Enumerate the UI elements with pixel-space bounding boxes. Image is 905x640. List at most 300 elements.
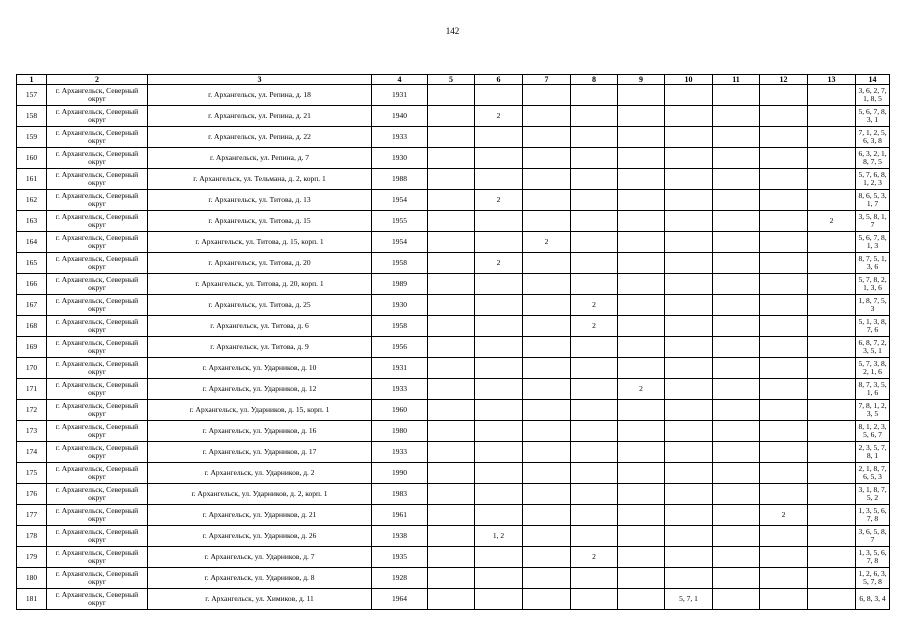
table-row xyxy=(17,589,890,610)
district-cell: г. Архангельск, Северный округ xyxy=(47,148,148,169)
column-9-cell xyxy=(618,127,665,148)
table-row xyxy=(17,463,890,484)
column-13-cell xyxy=(808,526,856,547)
address-cell: г. Архангельск, ул. Ударников, д. 10 xyxy=(148,358,372,379)
column-9-cell xyxy=(618,337,665,358)
column-6-cell xyxy=(475,316,523,337)
address-cell: г. Архангельск, ул. Ударников, д. 15, корп. 1 xyxy=(148,400,372,421)
column-5-cell xyxy=(428,253,475,274)
row-number-cell: 173 xyxy=(17,421,47,442)
table-row xyxy=(17,526,890,547)
row-number-cell: 167 xyxy=(17,295,47,316)
column-14-cell: 3, 6, 2, 7, 1, 8, 5 xyxy=(856,85,890,106)
column-14-cell: 1, 8, 7, 5, 3 xyxy=(856,295,890,316)
column-5-cell xyxy=(428,295,475,316)
column-14-cell: 7, 1, 2, 5, 6, 3, 8 xyxy=(856,127,890,148)
column-11-cell xyxy=(713,127,760,148)
column-13-cell xyxy=(808,463,856,484)
row-number-cell: 162 xyxy=(17,190,47,211)
column-9-cell xyxy=(618,442,665,463)
column-6-cell xyxy=(475,85,523,106)
column-12-cell xyxy=(760,274,808,295)
year-cell: 1933 xyxy=(372,127,428,148)
column-9-cell xyxy=(618,253,665,274)
column-7-cell xyxy=(523,442,571,463)
row-number-cell: 178 xyxy=(17,526,47,547)
column-13-cell xyxy=(808,400,856,421)
column-11-cell xyxy=(713,505,760,526)
column-9-cell xyxy=(618,316,665,337)
column-10-cell xyxy=(665,421,713,442)
column-13-cell xyxy=(808,190,856,211)
column-10-cell xyxy=(665,400,713,421)
column-header: 12 xyxy=(760,75,808,85)
column-12-cell xyxy=(760,358,808,379)
address-cell: г. Архангельск, ул. Титова, д. 20 xyxy=(148,253,372,274)
column-13-cell xyxy=(808,274,856,295)
column-11-cell xyxy=(713,358,760,379)
row-number-cell: 171 xyxy=(17,379,47,400)
column-8-cell xyxy=(571,127,618,148)
column-8-cell xyxy=(571,253,618,274)
district-cell: г. Архангельск, Северный округ xyxy=(47,316,148,337)
column-12-cell xyxy=(760,169,808,190)
district-cell: г. Архангельск, Северный округ xyxy=(47,568,148,589)
year-cell: 1956 xyxy=(372,337,428,358)
column-14-cell: 2, 3, 5, 7, 8, 1 xyxy=(856,442,890,463)
column-8-cell: 2 xyxy=(571,316,618,337)
column-7-cell xyxy=(523,295,571,316)
column-8-cell: 2 xyxy=(571,295,618,316)
address-cell: г. Архангельск, ул. Титова, д. 15, корп. 1 xyxy=(148,232,372,253)
row-number-cell: 176 xyxy=(17,484,47,505)
column-5-cell xyxy=(428,106,475,127)
column-6-cell xyxy=(475,442,523,463)
column-10-cell xyxy=(665,484,713,505)
column-9-cell xyxy=(618,358,665,379)
column-13-cell xyxy=(808,568,856,589)
column-11-cell xyxy=(713,589,760,610)
address-cell: г. Архангельск, ул. Репина, д. 22 xyxy=(148,127,372,148)
column-8-cell xyxy=(571,589,618,610)
column-12-cell xyxy=(760,337,808,358)
column-12-cell xyxy=(760,526,808,547)
column-14-cell: 7, 8, 1, 2, 3, 5 xyxy=(856,400,890,421)
row-number-cell: 175 xyxy=(17,463,47,484)
column-header: 13 xyxy=(808,75,856,85)
column-14-cell: 1, 3, 5, 6, 7, 8 xyxy=(856,547,890,568)
column-6-cell xyxy=(475,589,523,610)
year-cell: 1928 xyxy=(372,568,428,589)
year-cell: 1933 xyxy=(372,379,428,400)
column-8-cell xyxy=(571,379,618,400)
column-13-cell xyxy=(808,505,856,526)
column-14-cell: 1, 3, 5, 6, 7, 8 xyxy=(856,505,890,526)
address-cell: г. Архангельск, ул. Репина, д. 21 xyxy=(148,106,372,127)
column-9-cell xyxy=(618,463,665,484)
row-number-cell: 174 xyxy=(17,442,47,463)
district-cell: г. Архангельск, Северный округ xyxy=(47,85,148,106)
column-5-cell xyxy=(428,379,475,400)
column-9-cell xyxy=(618,484,665,505)
address-cell: г. Архангельск, ул. Титова, д. 6 xyxy=(148,316,372,337)
column-7-cell xyxy=(523,190,571,211)
column-12-cell xyxy=(760,379,808,400)
year-cell: 1940 xyxy=(372,106,428,127)
district-cell: г. Архангельск, Северный округ xyxy=(47,295,148,316)
table-row xyxy=(17,547,890,568)
column-7-cell xyxy=(523,127,571,148)
column-6-cell: 2 xyxy=(475,190,523,211)
column-12-cell xyxy=(760,232,808,253)
column-8-cell xyxy=(571,232,618,253)
column-12-cell: 2 xyxy=(760,505,808,526)
district-cell: г. Архангельск, Северный округ xyxy=(47,505,148,526)
row-number-cell: 177 xyxy=(17,505,47,526)
address-cell: г. Архангельск, ул. Репина, д. 18 xyxy=(148,85,372,106)
column-7-cell xyxy=(523,85,571,106)
column-10-cell xyxy=(665,85,713,106)
row-number-cell: 181 xyxy=(17,589,47,610)
column-12-cell xyxy=(760,253,808,274)
column-6-cell xyxy=(475,358,523,379)
column-6-cell: 2 xyxy=(475,106,523,127)
column-11-cell xyxy=(713,148,760,169)
column-10-cell xyxy=(665,169,713,190)
table-row xyxy=(17,106,890,127)
address-cell: г. Архангельск, ул. Химиков, д. 11 xyxy=(148,589,372,610)
row-number-cell: 165 xyxy=(17,253,47,274)
district-cell: г. Архангельск, Северный округ xyxy=(47,274,148,295)
column-10-cell xyxy=(665,295,713,316)
column-14-cell: 5, 7, 6, 8, 1, 2, 3 xyxy=(856,169,890,190)
column-10-cell xyxy=(665,190,713,211)
column-header: 14 xyxy=(856,75,890,85)
table-row xyxy=(17,169,890,190)
column-5-cell xyxy=(428,526,475,547)
column-12-cell xyxy=(760,463,808,484)
year-cell: 1961 xyxy=(372,505,428,526)
column-9-cell xyxy=(618,85,665,106)
row-number-cell: 158 xyxy=(17,106,47,127)
column-5-cell xyxy=(428,337,475,358)
column-12-cell xyxy=(760,316,808,337)
column-7-cell xyxy=(523,463,571,484)
column-6-cell xyxy=(475,148,523,169)
column-7-cell xyxy=(523,484,571,505)
column-5-cell xyxy=(428,211,475,232)
column-12-cell xyxy=(760,190,808,211)
table-row xyxy=(17,127,890,148)
column-13-cell xyxy=(808,316,856,337)
table-row xyxy=(17,190,890,211)
column-6-cell xyxy=(475,379,523,400)
column-6-cell xyxy=(475,232,523,253)
column-8-cell xyxy=(571,337,618,358)
row-number-cell: 172 xyxy=(17,400,47,421)
header-row xyxy=(17,75,890,85)
column-13-cell: 2 xyxy=(808,211,856,232)
column-14-cell: 3, 6, 5, 8, 7 xyxy=(856,526,890,547)
table-row xyxy=(17,568,890,589)
column-header: 10 xyxy=(665,75,713,85)
row-number-cell: 169 xyxy=(17,337,47,358)
address-cell: г. Архангельск, ул. Ударников, д. 2 xyxy=(148,463,372,484)
column-10-cell xyxy=(665,211,713,232)
column-11-cell xyxy=(713,463,760,484)
column-10-cell xyxy=(665,316,713,337)
table-row xyxy=(17,505,890,526)
column-12-cell xyxy=(760,295,808,316)
column-11-cell xyxy=(713,106,760,127)
column-8-cell xyxy=(571,463,618,484)
column-5-cell xyxy=(428,568,475,589)
district-cell: г. Архангельск, Северный округ xyxy=(47,421,148,442)
column-11-cell xyxy=(713,421,760,442)
column-7-cell xyxy=(523,169,571,190)
address-cell: г. Архангельск, ул. Титова, д. 20, корп. 1 xyxy=(148,274,372,295)
column-11-cell xyxy=(713,169,760,190)
year-cell: 1964 xyxy=(372,589,428,610)
year-cell: 1930 xyxy=(372,148,428,169)
column-9-cell xyxy=(618,526,665,547)
table-row xyxy=(17,379,890,400)
address-cell: г. Архангельск, ул. Титова, д. 25 xyxy=(148,295,372,316)
district-cell: г. Архангельск, Северный округ xyxy=(47,526,148,547)
column-13-cell xyxy=(808,85,856,106)
address-cell: г. Архангельск, ул. Ударников, д. 17 xyxy=(148,442,372,463)
column-6-cell xyxy=(475,274,523,295)
column-6-cell xyxy=(475,484,523,505)
column-11-cell xyxy=(713,190,760,211)
column-8-cell xyxy=(571,169,618,190)
district-cell: г. Архангельск, Северный округ xyxy=(47,358,148,379)
column-5-cell xyxy=(428,421,475,442)
column-10-cell xyxy=(665,442,713,463)
page-number: 142 xyxy=(445,26,460,36)
column-6-cell xyxy=(475,505,523,526)
column-11-cell xyxy=(713,337,760,358)
column-12-cell xyxy=(760,568,808,589)
column-11-cell xyxy=(713,568,760,589)
column-14-cell: 8, 6, 5, 3, 1, 7 xyxy=(856,190,890,211)
column-9-cell xyxy=(618,547,665,568)
column-11-cell xyxy=(713,232,760,253)
column-11-cell xyxy=(713,526,760,547)
table-row xyxy=(17,442,890,463)
column-13-cell xyxy=(808,547,856,568)
column-8-cell xyxy=(571,148,618,169)
column-14-cell: 5, 6, 7, 8, 3, 1 xyxy=(856,106,890,127)
column-13-cell xyxy=(808,358,856,379)
column-header: 3 xyxy=(148,75,372,85)
column-12-cell xyxy=(760,442,808,463)
column-5-cell xyxy=(428,358,475,379)
year-cell: 1954 xyxy=(372,232,428,253)
column-11-cell xyxy=(713,379,760,400)
column-5-cell xyxy=(428,589,475,610)
row-number-cell: 180 xyxy=(17,568,47,589)
column-5-cell xyxy=(428,127,475,148)
column-9-cell xyxy=(618,505,665,526)
column-9-cell xyxy=(618,400,665,421)
year-cell: 1938 xyxy=(372,526,428,547)
column-header: 9 xyxy=(618,75,665,85)
column-6-cell xyxy=(475,463,523,484)
column-10-cell xyxy=(665,505,713,526)
column-8-cell xyxy=(571,358,618,379)
column-10-cell xyxy=(665,232,713,253)
year-cell: 1933 xyxy=(372,442,428,463)
column-5-cell xyxy=(428,85,475,106)
row-number-cell: 160 xyxy=(17,148,47,169)
column-11-cell xyxy=(713,442,760,463)
column-11-cell xyxy=(713,484,760,505)
year-cell: 1958 xyxy=(372,316,428,337)
column-9-cell xyxy=(618,190,665,211)
column-5-cell xyxy=(428,148,475,169)
column-13-cell xyxy=(808,253,856,274)
column-12-cell xyxy=(760,547,808,568)
column-7-cell xyxy=(523,505,571,526)
column-14-cell: 6, 3, 2, 1, 8, 7, 5 xyxy=(856,148,890,169)
table-body xyxy=(17,85,890,610)
column-7-cell xyxy=(523,568,571,589)
column-8-cell xyxy=(571,568,618,589)
column-7-cell xyxy=(523,211,571,232)
table-row xyxy=(17,316,890,337)
column-12-cell xyxy=(760,421,808,442)
district-cell: г. Архангельск, Северный округ xyxy=(47,232,148,253)
district-cell: г. Архангельск, Северный округ xyxy=(47,211,148,232)
table-row xyxy=(17,274,890,295)
year-cell: 1983 xyxy=(372,484,428,505)
row-number-cell: 168 xyxy=(17,316,47,337)
column-13-cell xyxy=(808,169,856,190)
column-7-cell xyxy=(523,253,571,274)
row-number-cell: 179 xyxy=(17,547,47,568)
column-12-cell xyxy=(760,211,808,232)
column-8-cell xyxy=(571,442,618,463)
column-14-cell: 5, 7, 3, 8, 2, 1, 6 xyxy=(856,358,890,379)
column-11-cell xyxy=(713,295,760,316)
column-7-cell xyxy=(523,421,571,442)
column-13-cell xyxy=(808,232,856,253)
row-number-cell: 161 xyxy=(17,169,47,190)
table-row xyxy=(17,400,890,421)
address-cell: г. Архангельск, ул. Ударников, д. 21 xyxy=(148,505,372,526)
column-8-cell xyxy=(571,421,618,442)
year-cell: 1988 xyxy=(372,169,428,190)
column-5-cell xyxy=(428,316,475,337)
column-11-cell xyxy=(713,400,760,421)
district-cell: г. Архангельск, Северный округ xyxy=(47,106,148,127)
column-5-cell xyxy=(428,505,475,526)
column-9-cell xyxy=(618,568,665,589)
column-10-cell xyxy=(665,253,713,274)
district-cell: г. Архангельск, Северный округ xyxy=(47,379,148,400)
column-9-cell xyxy=(618,148,665,169)
column-10-cell xyxy=(665,463,713,484)
column-14-cell: 5, 1, 3, 8, 7, 6 xyxy=(856,316,890,337)
column-6-cell xyxy=(475,547,523,568)
year-cell: 1931 xyxy=(372,85,428,106)
year-cell: 1955 xyxy=(372,211,428,232)
district-cell: г. Архангельск, Северный округ xyxy=(47,589,148,610)
address-cell: г. Архангельск, ул. Тельмана, д. 2, корп. 1 xyxy=(148,169,372,190)
table-row xyxy=(17,295,890,316)
column-5-cell xyxy=(428,547,475,568)
address-cell: г. Архангельск, ул. Репина, д. 7 xyxy=(148,148,372,169)
column-11-cell xyxy=(713,253,760,274)
column-13-cell xyxy=(808,484,856,505)
column-14-cell: 6, 8, 3, 4 xyxy=(856,589,890,610)
column-11-cell xyxy=(713,274,760,295)
column-10-cell xyxy=(665,568,713,589)
column-14-cell: 8, 7, 5, 1, 3, 6 xyxy=(856,253,890,274)
column-13-cell xyxy=(808,148,856,169)
column-13-cell xyxy=(808,106,856,127)
row-number-cell: 157 xyxy=(17,85,47,106)
column-10-cell xyxy=(665,106,713,127)
column-10-cell xyxy=(665,127,713,148)
column-7-cell xyxy=(523,106,571,127)
column-13-cell xyxy=(808,337,856,358)
column-14-cell: 3, 5, 8, 1, 7 xyxy=(856,211,890,232)
column-9-cell xyxy=(618,421,665,442)
address-cell: г. Архангельск, ул. Титова, д. 13 xyxy=(148,190,372,211)
column-12-cell xyxy=(760,589,808,610)
column-14-cell: 2, 1, 8, 7, 6, 5, 3 xyxy=(856,463,890,484)
column-9-cell xyxy=(618,169,665,190)
column-header: 2 xyxy=(47,75,148,85)
year-cell: 1958 xyxy=(372,253,428,274)
column-6-cell: 2 xyxy=(475,253,523,274)
column-5-cell xyxy=(428,274,475,295)
column-6-cell xyxy=(475,421,523,442)
column-9-cell: 2 xyxy=(618,379,665,400)
column-12-cell xyxy=(760,400,808,421)
column-5-cell xyxy=(428,232,475,253)
column-header: 8 xyxy=(571,75,618,85)
district-cell: г. Архангельск, Северный округ xyxy=(47,169,148,190)
table-row xyxy=(17,484,890,505)
column-5-cell xyxy=(428,400,475,421)
column-13-cell xyxy=(808,442,856,463)
column-5-cell xyxy=(428,484,475,505)
row-number-cell: 166 xyxy=(17,274,47,295)
table-row xyxy=(17,358,890,379)
year-cell: 1989 xyxy=(372,274,428,295)
column-8-cell xyxy=(571,400,618,421)
year-cell: 1930 xyxy=(372,295,428,316)
district-cell: г. Архангельск, Северный округ xyxy=(47,547,148,568)
column-11-cell xyxy=(713,85,760,106)
column-7-cell xyxy=(523,400,571,421)
district-cell: г. Архангельск, Северный округ xyxy=(47,337,148,358)
column-14-cell: 1, 2, 6, 3, 5, 7, 8 xyxy=(856,568,890,589)
row-number-cell: 164 xyxy=(17,232,47,253)
column-7-cell xyxy=(523,526,571,547)
column-12-cell xyxy=(760,106,808,127)
column-14-cell: 8, 7, 3, 5, 1, 6 xyxy=(856,379,890,400)
column-5-cell xyxy=(428,463,475,484)
column-7-cell: 2 xyxy=(523,232,571,253)
district-cell: г. Архангельск, Северный округ xyxy=(47,400,148,421)
column-10-cell xyxy=(665,379,713,400)
address-cell: г. Архангельск, ул. Ударников, д. 26 xyxy=(148,526,372,547)
column-header: 7 xyxy=(523,75,571,85)
